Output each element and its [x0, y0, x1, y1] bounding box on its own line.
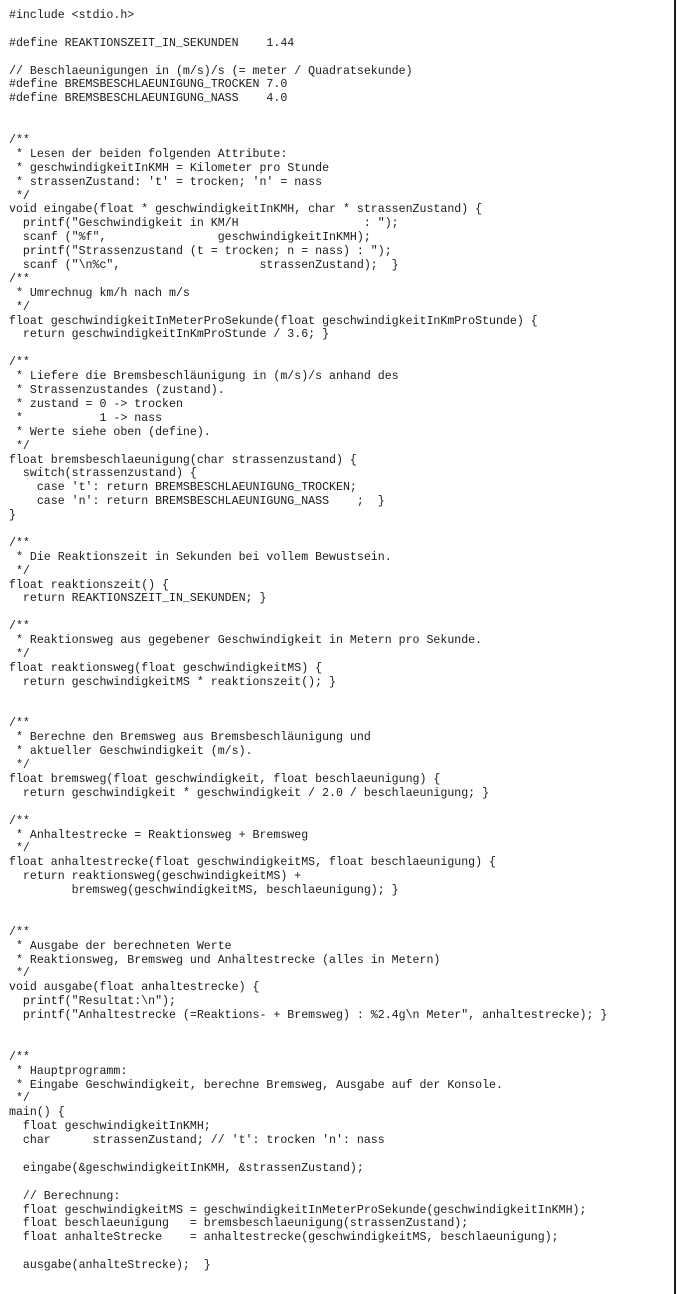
code-line: float reaktionszeit() {	[9, 578, 170, 592]
code-line: scanf ("\n%c", strassenZustand); }	[9, 259, 399, 273]
code-line: * aktueller Geschwindigkeit (m/s).	[9, 745, 253, 759]
code-line: ausgabe(anhalteStrecke); }	[9, 1259, 211, 1273]
code-line: * zustand = 0 -> trocken	[9, 397, 183, 411]
code-line	[9, 801, 607, 815]
code-line: #define BREMSBESCHLAEUNIGUNG_TROCKEN 7.0	[9, 78, 288, 92]
code-line	[9, 51, 607, 65]
code-line: /**	[9, 536, 30, 550]
code-line: */	[9, 1092, 30, 1106]
code-line: */	[9, 647, 30, 661]
code-line: */	[9, 967, 30, 981]
code-line: * Umrechnug km/h nach m/s	[9, 286, 190, 300]
code-line: #define REAKTIONSZEIT_IN_SEKUNDEN 1.44	[9, 36, 295, 50]
code-line	[9, 1176, 607, 1190]
code-line: float reaktionsweg(float geschwindigkeitMS) {	[9, 661, 323, 675]
code-line: */	[9, 300, 30, 314]
code-line: }	[9, 509, 16, 523]
code-line: * Strassenzustandes (zustand).	[9, 384, 225, 398]
code-line: /**	[9, 717, 30, 731]
code-line: /**	[9, 272, 30, 286]
code-line: * geschwindigkeitInKMH = Kilometer pro Stunde	[9, 161, 330, 175]
code-line	[9, 898, 607, 912]
code-line: */	[9, 759, 30, 773]
code-line	[9, 1037, 607, 1051]
code-line: #define BREMSBESCHLAEUNIGUNG_NASS 4.0	[9, 92, 288, 106]
code-line: /**	[9, 1050, 30, 1064]
code-line	[9, 342, 607, 356]
code-line: float geschwindigkeitInKMH;	[9, 1120, 211, 1134]
code-line	[9, 606, 607, 620]
code-line: switch(strassenzustand) {	[9, 467, 197, 481]
code-line: float geschwindigkeitInMeterProSekunde(float geschwindigkeitInKmProStunde) {	[9, 314, 538, 328]
code-line: return REAKTIONSZEIT_IN_SEKUNDEN; }	[9, 592, 267, 606]
code-line: */	[9, 842, 30, 856]
code-line: * Werte siehe oben (define).	[9, 425, 211, 439]
code-line: char strassenZustand; // 't': trocken 'n': nass	[9, 1134, 385, 1148]
code-line: eingabe(&geschwindigkeitInKMH, &strassenZustand);	[9, 1161, 364, 1175]
code-line: printf("Resultat:\n");	[9, 995, 176, 1009]
code-line: * Liefere die Bremsbeschläunigung in (m/s)/s anhand des	[9, 370, 399, 384]
code-line: * strassenZustand: 't' = trocken; 'n' = nass	[9, 175, 323, 189]
code-line: printf("Geschwindigkeit in KM/H : ");	[9, 217, 399, 231]
code-line	[9, 1023, 607, 1037]
code-line	[9, 23, 607, 37]
code-line: /**	[9, 814, 30, 828]
code-line	[9, 1245, 607, 1259]
code-line	[9, 120, 607, 134]
code-line: printf("Anhaltestrecke (=Reaktions- + Bremsweg) : %2.4g\n Meter", anhaltestrecke); }	[9, 1009, 608, 1023]
code-line: /**	[9, 134, 30, 148]
code-line: float anhalteStrecke = anhaltestrecke(geschwindigkeitMS, beschlaeunigung);	[9, 1231, 559, 1245]
code-line: return geschwindigkeitInKmProStunde / 3.6; }	[9, 328, 330, 342]
code-line: case 'n': return BREMSBESCHLAEUNIGUNG_NASS ; }	[9, 495, 385, 509]
code-line: bremsweg(geschwindigkeitMS, beschlaeunigung); }	[9, 884, 399, 898]
code-line: * Reaktionsweg, Bremsweg und Anhaltestrecke (alles in Metern)	[9, 953, 441, 967]
code-line: * 1 -> nass	[9, 411, 163, 425]
code-line: * Hauptprogramm:	[9, 1064, 128, 1078]
code-line: float bremsweg(float geschwindigkeit, float beschlaeunigung) {	[9, 772, 441, 786]
code-line	[9, 690, 607, 704]
code-line: */	[9, 564, 30, 578]
code-line	[9, 106, 607, 120]
code-line	[9, 523, 607, 537]
code-line: // Beschlaeunigungen in (m/s)/s (= meter / Quadratsekunde)	[9, 64, 413, 78]
code-line: return geschwindigkeit * geschwindigkeit / 2.0 / beschlaeunigung; }	[9, 786, 490, 800]
code-line: * Berechne den Bremsweg aus Bremsbeschläunigung und	[9, 731, 371, 745]
code-line: /**	[9, 356, 30, 370]
code-line: void ausgabe(float anhaltestrecke) {	[9, 981, 260, 995]
code-line: float beschlaeunigung = bremsbeschlaeunigung(strassenZustand);	[9, 1217, 469, 1231]
code-line: * Reaktionsweg aus gegebener Geschwindigkeit in Metern pro Sekunde.	[9, 634, 483, 648]
code-line	[9, 1148, 607, 1162]
code-line: */	[9, 439, 30, 453]
code-line: */	[9, 189, 30, 203]
code-line	[9, 912, 607, 926]
code-line: float bremsbeschlaeunigung(char strassenzustand) {	[9, 453, 357, 467]
code-line: return reaktionsweg(geschwindigkeitMS) +	[9, 870, 302, 884]
code-line: return geschwindigkeitMS * reaktionszeit(); }	[9, 675, 336, 689]
code-line: * Anhaltestrecke = Reaktionsweg + Bremsweg	[9, 828, 309, 842]
code-line: * Lesen der beiden folgenden Attribute:	[9, 147, 288, 161]
code-line: case 't': return BREMSBESCHLAEUNIGUNG_TROCKEN;	[9, 481, 357, 495]
code-line: main() {	[9, 1106, 65, 1120]
source-code[interactable]	[9, 9, 607, 1273]
code-line: * Ausgabe der berechneten Werte	[9, 939, 232, 953]
code-line: * Die Reaktionszeit in Sekunden bei vollem Bewustsein.	[9, 550, 392, 564]
code-line: /**	[9, 925, 30, 939]
code-line: float anhaltestrecke(float geschwindigkeitMS, float beschlaeunigung) {	[9, 856, 497, 870]
code-line: * Eingabe Geschwindigkeit, berechne Bremsweg, Ausgabe auf der Konsole.	[9, 1078, 503, 1092]
code-line: #include <stdio.h>	[9, 9, 135, 22]
code-line: // Berechnung:	[9, 1189, 121, 1203]
code-line: float geschwindigkeitMS = geschwindigkeitInMeterProSekunde(geschwindigkeitInKMH);	[9, 1203, 587, 1217]
code-line: printf("Strassenzustand (t = trocken; n = nass) : ");	[9, 245, 392, 259]
code-line: /**	[9, 620, 30, 634]
code-line: scanf ("%f", geschwindigkeitInKMH);	[9, 231, 371, 245]
code-line: void eingabe(float * geschwindigkeitInKMH, char * strassenZustand) {	[9, 203, 483, 217]
code-line	[9, 704, 607, 718]
